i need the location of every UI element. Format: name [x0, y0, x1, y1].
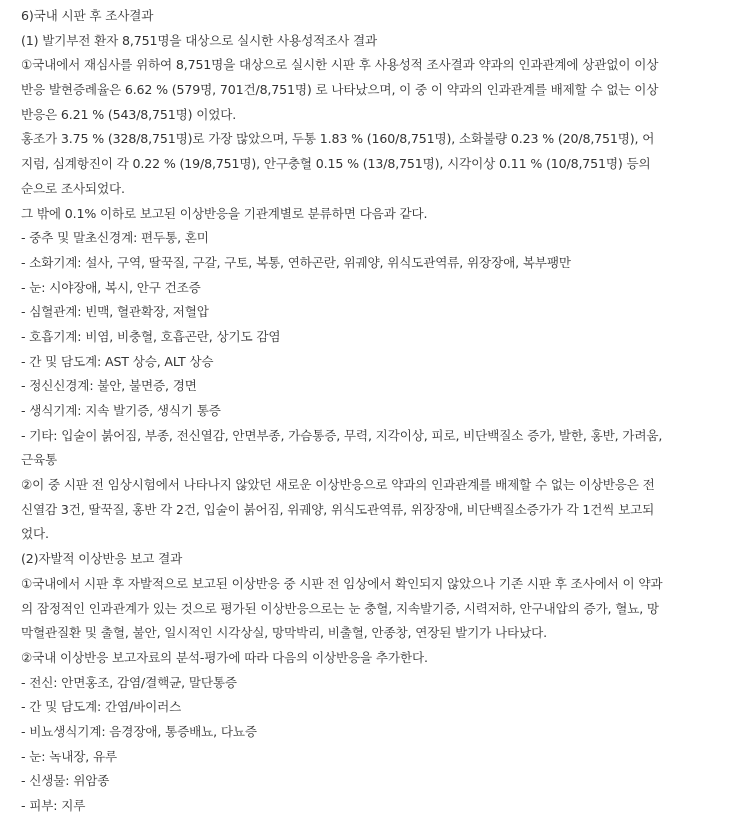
paragraph-line: ②이 중 시판 전 임상시험에서 나타나지 않았던 새로운 이상반응으로 약과의 인과관계를 배제할 수 없는 이상반응은 전	[21, 477, 655, 493]
list-item: - 전신: 안면홍조, 감염/결핵균, 말단통증	[21, 674, 237, 690]
paragraph-line: 그 밖에 0.1% 이하로 보고된 이상반응을 기관계별로 분류하면 다음과 같다.	[21, 205, 428, 221]
list-item: - 피부: 지루	[21, 798, 86, 813]
list-item: - 신생물: 위암종	[21, 773, 110, 789]
paragraph-line: 반응 발현증례율은 6.62 % (579명, 701건/8,751명) 로 나타났으며, 이 중 이 약과의 인과관계를 배제할 수 없는 이상	[21, 82, 659, 98]
paragraph-line: 의 잠정적인 인과관계가 있는 것으로 평가된 이상반응으로는 눈 충혈, 지속발기증, 시력저하, 안구내압의 증가, 혈뇨, 망	[21, 600, 659, 616]
paragraph-line: ①국내에서 시판 후 자발적으로 보고된 이상반응 중 시판 전 임상에서 확인되지 않았으나 기존 시판 후 조사에서 이 약과	[21, 575, 663, 591]
list-item: - 간 및 담도계: AST 상승, ALT 상승	[21, 353, 214, 369]
list-item: - 기타: 입술이 붉어짐, 부종, 전신열감, 안면부종, 가슴통증, 무력, 지각이상, 피로, 비단백질소 증가, 발한, 홍반, 가려움,	[21, 427, 663, 443]
list-item: - 정신신경계: 불안, 불면증, 경면	[21, 378, 197, 394]
section-heading-postmarketing: 6)국내 시판 후 조사결과	[21, 8, 154, 23]
paragraph-line: 지럼, 심계항진이 각 0.22 % (19/8,751명), 안구충혈 0.15 % (13/8,751명), 시각이상 0.11 % (10/8,751명) 등의	[21, 156, 651, 172]
subsection-heading-spontaneous-reports: (2)자발적 이상반응 보고 결과	[21, 551, 183, 567]
paragraph-line: 막혈관질환 및 출혈, 불안, 일시적인 시각상실, 망막박리, 비출혈, 안종창, 연장된 발기가 나타났다.	[21, 625, 547, 641]
paragraph-line: 순으로 조사되었다.	[21, 180, 125, 196]
list-item-continuation: 근육통	[21, 452, 58, 468]
paragraph-line: 신열감 3건, 딸꾹질, 홍반 각 2건, 입술이 붉어짐, 위궤양, 위식도관역류, 위장장애, 비단백질소증가가 각 1건씩 보고되	[21, 501, 655, 517]
paragraph-line: 반응은 6.21 % (543/8,751명) 이었다.	[21, 106, 237, 122]
list-item: - 생식기계: 지속 발기증, 생식기 통증	[21, 403, 221, 418]
list-item: - 눈: 시야장애, 복시, 안구 건조증	[21, 279, 201, 295]
paragraph-line: 었다.	[21, 526, 49, 542]
list-item: - 소화기계: 설사, 구역, 딸꾹질, 구갈, 구토, 복통, 연하곤란, 위궤양, 위식도관역류, 위장장애, 복부팽만	[21, 254, 571, 270]
list-item: - 호흡기계: 비염, 비충혈, 호흡곤란, 상기도 감염	[21, 328, 281, 344]
subsection-heading-usage-survey: (1) 발기부전 환자 8,751명을 대상으로 실시한 사용성적조사 결과	[21, 32, 378, 48]
paragraph-line: ②국내 이상반응 보고자료의 분석-평가에 따라 다음의 이상반응을 추가한다.	[21, 649, 428, 665]
paragraph-line: 홍조가 3.75 % (328/8,751명)로 가장 많았으며, 두통 1.83 % (160/8,751명), 소화불량 0.23 % (20/8,751명), 어	[21, 131, 655, 147]
list-item: - 간 및 담도계: 간염/바이러스	[21, 699, 182, 715]
list-item: - 눈: 녹내장, 유루	[21, 748, 117, 764]
paragraph-line: ①국내에서 재심사를 위하여 8,751명을 대상으로 실시한 시판 후 사용성적 조사결과 약과의 인과관계에 상관없이 이상	[21, 57, 659, 73]
list-item: - 비뇨생식기계: 음경장애, 통증배뇨, 다뇨증	[21, 723, 257, 739]
list-item: - 중추 및 말초신경계: 편두통, 혼미	[21, 230, 209, 246]
list-item: - 심혈관계: 빈맥, 혈관확장, 저혈압	[21, 304, 209, 320]
